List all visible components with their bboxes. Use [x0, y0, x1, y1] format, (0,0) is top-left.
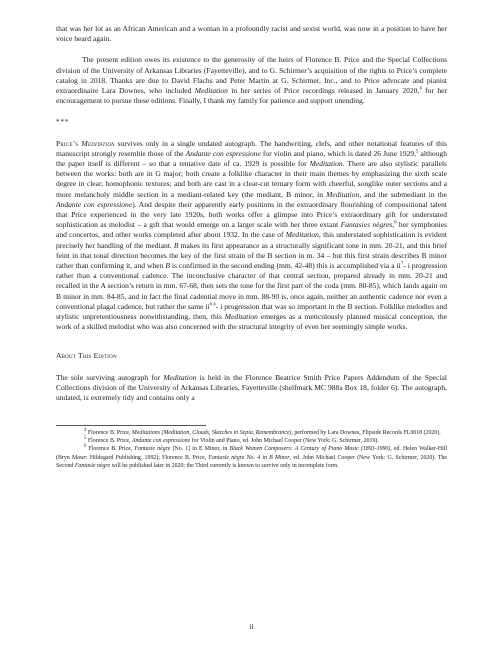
document-page [56, 24, 447, 470]
footnote-ref: 4 [419, 86, 422, 92]
footnote: $^4$ Florence B. Price, Meditations (Meditation, Clouds, Sketches in Sepia, Remembrance), performed by Lara Downes, Flipside Records FL0018 (2020). [84, 428, 441, 437]
work-title: Meditation [194, 86, 228, 96]
section-separator: *** [56, 118, 70, 127]
footnote: $^6$ Florence B. Price, Fantasie nègre [No. 1] in E Minor, in Black Women Composers: A Century of Piano Music (1893-1990), ed. Helen Walker-Hill (Bryn Mawr: Hildegard Publishing, 1992); Florence B. Price, Fantasie nègre No. 4 in B Minor, ed. John Michael Cooper (New York: G. Schirmer, 2020). The Second Fantasie nègre will be published later in 2020; the Third currently is known to survive only in incomplete form. [56, 444, 447, 469]
acknowledgments-paragraph: The present edition owes its existence to the generosity of the heirs of Florence B. Price and the Special Collections division of the University of Arkansas Libraries (Fayetteville), and to G. Schirmer’s acquisition of the rights to Price’s complete catalog in 2018. Thanks are due to David Flachs and Peter Martin at G. Schirmer, Inc., and to Price advocate and pianist extraordinaire Lara Downes, who included Meditation in her series of Price recordings released in January 2020,$^4$ for her encouragement to pursue these editions. Finally, I thank my family for patience and support unending. [56, 55, 447, 106]
page-number: ii [249, 622, 254, 631]
meditation-paragraph: Price’s Meditation survives only in a single undated autograph. The handwriting, clefs, and other notational features of this manuscript strongly resemble those of the Andante con espressione for violin and piano, which is dated 26 June 1929,$^5$ although the paper itself is different – so that a tentative date of ca. 1929 is possible for Meditation. There are also stylistic parallels between the works: both are in G major; both create a folklike character in their main themes by emphasizing the sixth scale degree in clear, homophonic textures; and both are cast in a clear-cut ternary form with cheerful, songlike outer sections and a more melancholy middle section in a mediant-related key (the mediant, B minor, in Meditation, and the submediant in the Andante con espressione). And despite their apparently early positions in the extraordinary flourishing of compositional talent that Price experienced in the very late 1920s, both works offer a glimpse into Price’s extraordinary gift for understated sophistication as melodist – a gift that would emerge on a larger scale with her three extant Fantasies nègres,$^6$ her symphonies and concertos, and other works completed after about 1932. In the case of Meditation, this understated sophistication is evident precisely her handling of the mediant. B makes its first appearance as a structurally significant tone in mm. 20-21, and this brief feint in that tonal direction becomes the key of the first strain of the B section in m. 34 – but this first strain describes B minor rather than confirming it, and when B is confirmed in the second ending (mm. 42-48) this is accomplished via a $ii^7-$ i progression rather than a conventional cadence. The inconclusive character of that central section, prepared already in mm. 20-21 and recalled in the A section’s return in mm. 67-68, then sets the tone for the first part of the coda (mm. 80-85), which lands again on B minor in mm. 84-85, and in fact the final cadential move in mm. 88-90 is, once again, neither an authentic cadence nor even a conventional plagal cadence, but rather the same $ii^{6 4}-$ i progression that was so important in the B section. Folklike melodies and stylistic unpretentiousness notwithstanding, then, this Meditation emerges as a meticulously planned musical conception, the work of a skilled melodist who was also concerned with the structural integrity of even her seemingly simple works. [56, 138, 448, 332]
about-edition-paragraph: The sole surviving autograph for Meditation is held in the Florence Beatrice Smith Price Papers Addendum of the Special Collections division of the University of Arkansas Libraries, Fayetteville (shelfmark MC 988a Box 18, folder 6). The autograph, undated, is extremely tidy and contains only a [56, 372, 447, 403]
footnote: $^5$ Florence B. Price, Andante con espressione for Violin and Piano, ed. John Michael Cooper (New York: G. Schirmer, 2019). [84, 436, 379, 445]
footnote-divider [56, 425, 206, 426]
footnote-ref: 6 [394, 220, 397, 226]
footnote-ref: 5 [416, 149, 419, 155]
section-heading: About This Edition [56, 351, 117, 361]
opening-paragraph: that was her lot as an African American and a woman in a profoundly racist and sexist world, was now in a position to have her voice heard again. [56, 24, 447, 44]
